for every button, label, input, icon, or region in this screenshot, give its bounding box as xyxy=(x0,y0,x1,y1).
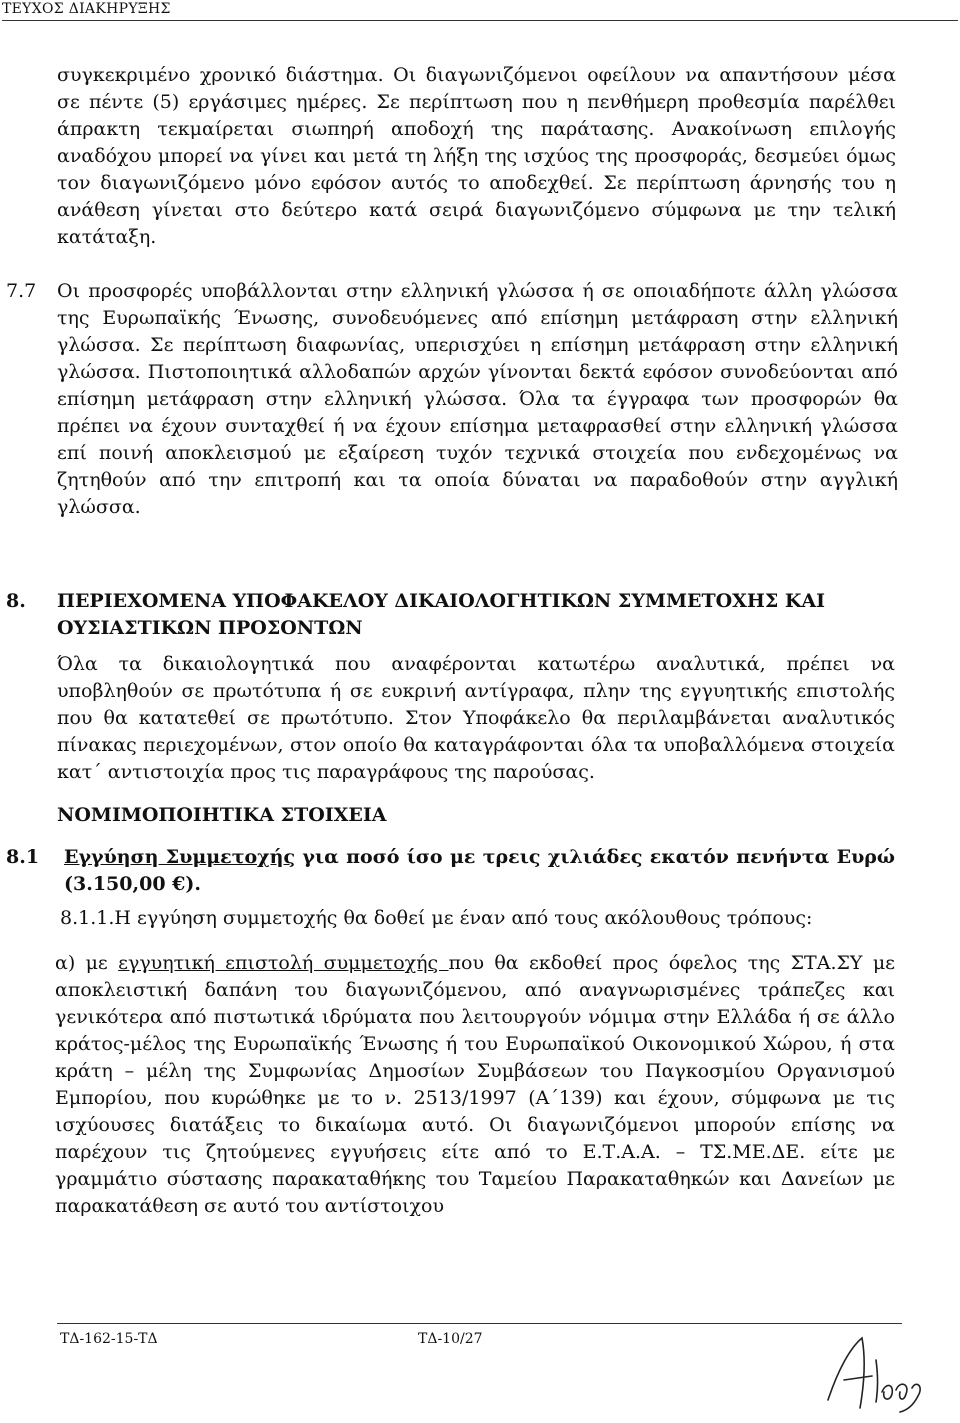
page-header xyxy=(2,0,958,21)
section-8-1-number: 8.1 xyxy=(6,846,40,868)
section-8-1-1: 8.1.1.Η εγγύηση συμμετοχής θα δοθεί με έναν από τους ακόλουθους τρόπους: xyxy=(60,907,813,929)
section-8-1-item-a xyxy=(55,950,895,1220)
section-7-7-number: 7.7 xyxy=(6,280,37,302)
section-8-1-title-rest: για ποσό ίσο με τρεις χιλιάδες εκατόν πενήντα Ευρώ (3.150,00 €). xyxy=(64,846,895,895)
signature-image xyxy=(820,1330,930,1418)
item-a-underlined: εγγυητική επιστολή συμμετοχής xyxy=(118,952,449,974)
paragraph-top: συγκεκριμένο χρονικό διάστημα. Οι διαγωνιζόμενοι οφείλουν να απαντήσουν μέσα σε πέντε (5) εργάσιμες ημέρες. Σε περίπτωση που η πενθήμερη προθεσμία παρέλθει άπρακτη τεκμαίρεται σιωπηρή αποδοχή της παράτασης. Ανακοίνωση επιλογής αναδόχου μπορεί να γίνει και μετά τη λήξη της ισχύος της προσφοράς, δεσμεύει όμως τον διαγωνιζόμενο μόνο εφόσον αυτός το αποδεχθεί. Σε περίπτωση άρνησής του η ανάθεση γίνεται στο δεύτερο κατά σειρά διαγωνιζόμενο σύμφωνα με την τελική κατάταξη. xyxy=(57,64,896,248)
section-7-7-text: Οι προσφορές υποβάλλονται στην ελληνική γλώσσα ή σε οποιαδήποτε άλλη γλώσσα της Ευρωπαϊκής Ένωσης, συνοδευόμενες από επίσημη μετάφραση στην ελληνική γλώσσα. Σε περίπτωση διαφωνίας, υπερισχύει η επίσημη μετάφραση στην ελληνική γλώσσα. Πιστοποιητικά αλλοδαπών αρχών γίνονται δεκτά εφόσον συνοδεύονται από επίσημη μετάφραση στην ελληνική γλώσσα. Όλα τα έγγραφα των προσφορών θα πρέπει να έχουν συνταχθεί ή να έχουν επίσημα μεταφρασθεί στην ελληνική γλώσσα επί ποινή αποκλεισμού με εξαίρεση τυχόν τεχνικά στοιχεία που ενδεχομένως να ζητηθούν από την επιτροπή και τα οποία δύναται να παραδοθούν στην αγγλική γλώσσα. xyxy=(57,280,898,518)
item-a-prefix: α) με xyxy=(55,952,119,974)
section-8-text: Όλα τα δικαιολογητικά που αναφέρονται κατωτέρω αναλυτικά, πρέπει να υποβληθούν σε πρωτότυπα ή σε ευκρινή αντίγραφα, πλην της εγγυητικής επιστολής που θα κατατεθεί σε πρωτότυπο. Στον Υποφάκελο θα περιλαμβάνεται αναλυτικός πίνακας περιεχομένων, στον οποίο θα καταγράφονται όλα τα υποβαλλόμενα στοιχεία κατ΄ αντιστοιχία προς τις παραγράφους της παρούσας. xyxy=(57,653,895,783)
section-8-heading-line2: ΟΥΣΙΑΣΤΙΚΩΝ ΠΡΟΣΟΝΤΩΝ xyxy=(57,617,363,639)
section-8-number: 8. xyxy=(6,590,26,612)
section-8-1-title-underlined: Εγγύηση Συμμετοχής xyxy=(64,846,296,868)
item-a-rest: που θα εκδοθεί προς όφελος της ΣΤΑ.ΣΥ με αποκλειστική δαπάνη του διαγωνιζόμενου, από αναγνωρισμένες τράπεζες και γενικότερα από πιστωτικά ιδρύματα που λειτουργούν νόμιμα στην Ελλάδα ή σε άλλο κράτος-μέλος της Ευρωπαϊκής Ένωσης ή του Ευρωπαϊκού Οικονομικού Χώρου, ή στα κράτη – μέλη της Συμφωνίας Δημοσίων Συμβάσεων του Παγκοσμίου Οργανισμού Εμπορίου, που κυρώθηκε με το ν. 2513/1997 (Α΄139) και έχουν, σύμφωνα με τις ισχύουσες διατάξεις το δικαίωμα αυτό. Οι διαγωνιζόμενοι μπορούν επίσης να παρέχουν τις ζητούμενες εγγυήσεις είτε από το Ε.Τ.Α.Α. – ΤΣ.ΜΕ.ΔΕ. είτε με γραμμάτιο σύστασης παρακαταθήκης του Ταμείου Παρακαταθηκών και Δανείων με παρακατάθεση σε αυτό του αντίστοιχου xyxy=(55,952,896,1217)
page-footer xyxy=(0,1323,960,1423)
section-8-heading-line1: ΠΕΡΙΕΧΟΜΕΝΑ ΥΠΟΦΑΚΕΛΟΥ ΔΙΚΑΙΟΛΟΓΗΤΙΚΩΝ ΣΥΜΜΕΤΟΧΗΣ ΚΑΙ xyxy=(57,590,826,612)
footer-rule xyxy=(57,1323,902,1324)
footer-page-number: ΤΔ-10/27 xyxy=(418,1331,483,1347)
header-title: ΤΕΥΧΟΣ ΔΙΑΚΗΡΥΞΗΣ xyxy=(2,1,171,17)
section-8-1-title xyxy=(64,844,895,898)
section-8-subheading: ΝΟΜΙΜΟΠΟΙΗΤΙΚΑ ΣΤΟΙΧΕΙΑ xyxy=(57,804,387,826)
footer-doc-code: ΤΔ-162-15-ΤΔ xyxy=(60,1331,158,1347)
